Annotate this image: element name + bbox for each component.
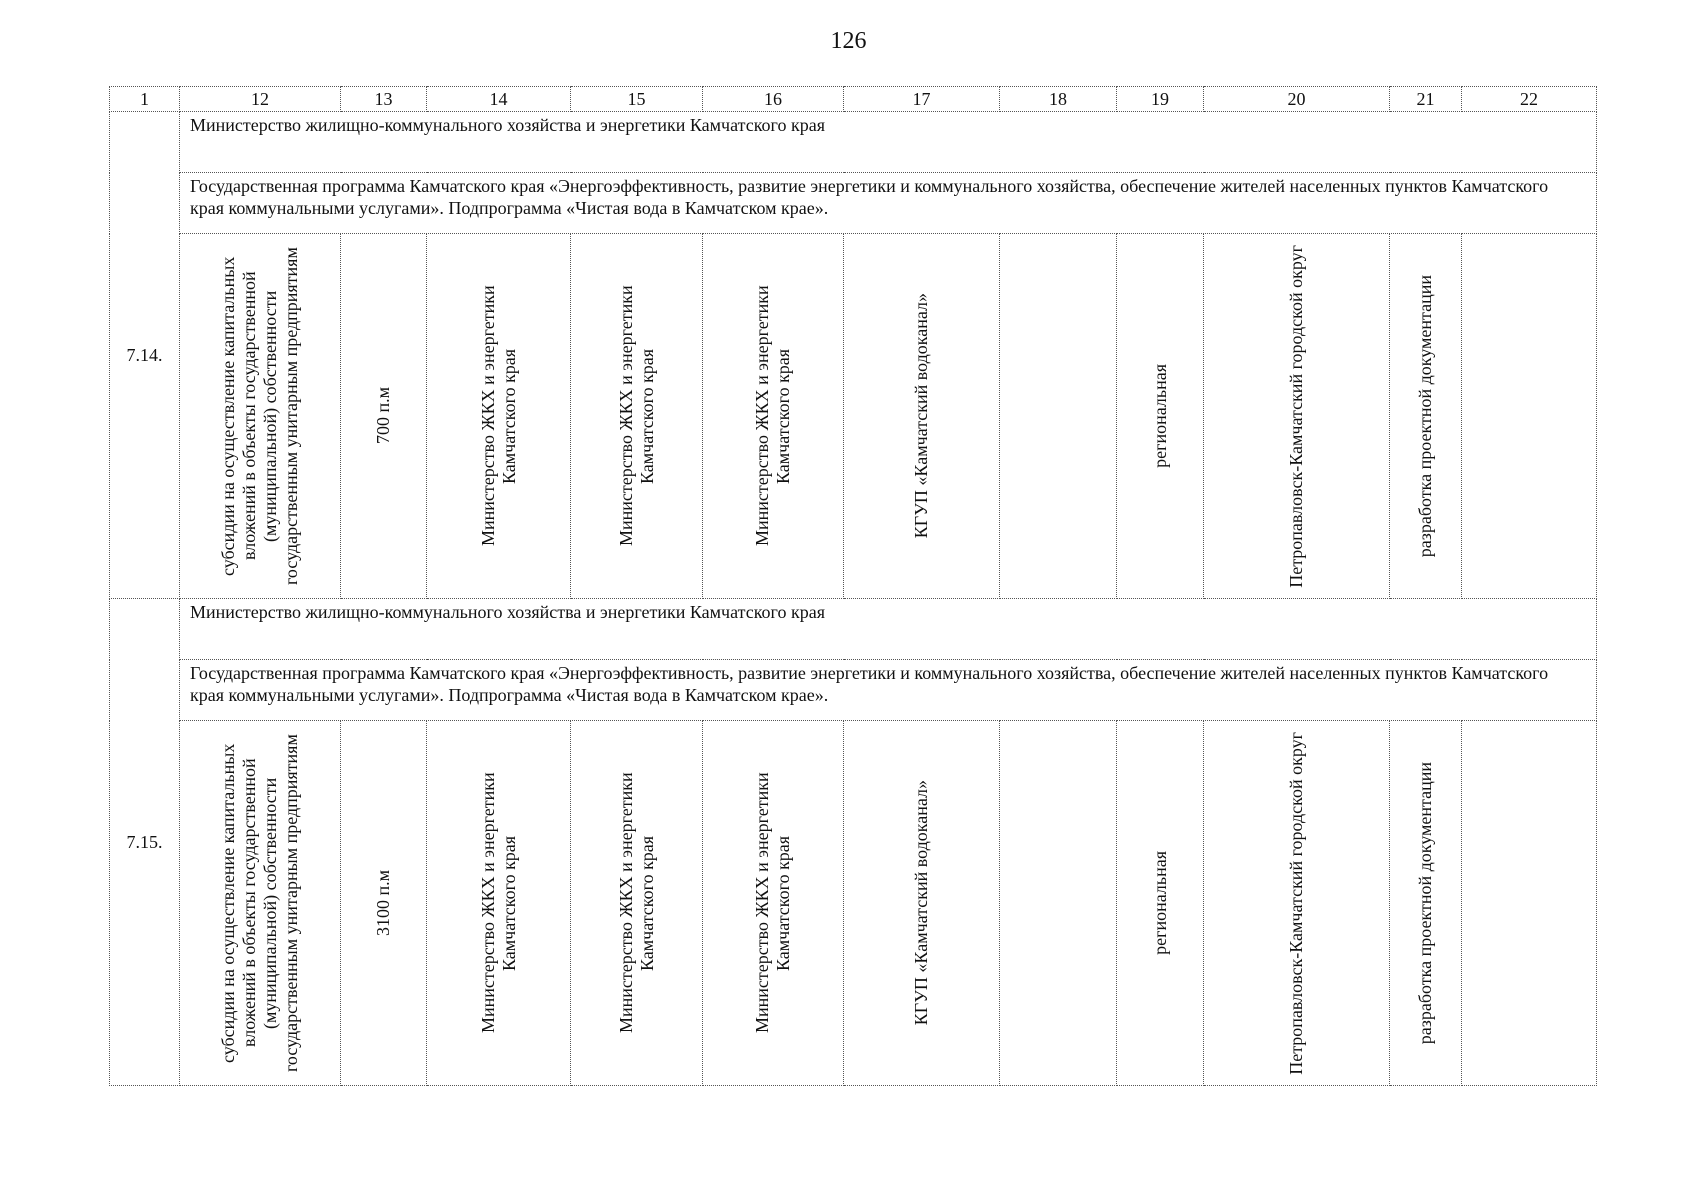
ministry-name: Министерство жилищно-коммунального хозяйства и энергетики Камчатского края [180, 112, 1597, 173]
cell-col-22 [1462, 234, 1597, 599]
cell-col-16 [703, 721, 844, 1086]
cell-col-18 [1000, 721, 1117, 1086]
responsible-body: Министерство ЖКХ и энергетики Камчатского края [477, 772, 519, 1034]
program-name: Государственная программа Камчатского края «Энергоэффективность, развитие энергетики и коммунального хозяйства, обеспечение жителей населенных пунктов Камчатского края коммунальными услугами». Подпрограмма «Чистая вода в Камчатском крае». [180, 173, 1597, 234]
developer-body: Министерство ЖКХ и энергетики Камчатского края [752, 772, 793, 1034]
capacity-value: 3100 п.м [373, 869, 393, 937]
cell-col-12 [180, 721, 341, 1086]
cell-col-18 [1000, 234, 1117, 599]
cell-col-19 [1117, 234, 1204, 599]
cell-col-17 [844, 234, 1000, 599]
cell-col-22 [1462, 721, 1597, 1086]
entry-number: 7.14. [110, 112, 180, 599]
cell-col-13 [341, 721, 427, 1086]
header-cell: 16 [703, 87, 844, 112]
program-row [110, 660, 1597, 721]
program-row [110, 173, 1597, 234]
ministry-row [110, 112, 1597, 173]
work-stage: разработка проектной документации [1415, 761, 1435, 1045]
significance-level: региональная [1149, 851, 1170, 955]
ministry-name: Министерство жилищно-коммунального хозяйства и энергетики Камчатского края [180, 599, 1597, 660]
cell-col-20 [1204, 234, 1390, 599]
location-name: Петропавловск-Камчатский городской округ [1286, 731, 1306, 1075]
header-cell: 1 [110, 87, 180, 112]
cell-col-15 [571, 234, 703, 599]
enterprise-name: КГУП «Камчатский водоканал» [911, 293, 931, 539]
responsible-body: Министерство ЖКХ и энергетики Камчатского края [477, 285, 519, 547]
ministry-row [110, 599, 1597, 660]
cell-col-21 [1390, 721, 1462, 1086]
header-cell: 12 [180, 87, 341, 112]
cell-col-15 [571, 721, 703, 1086]
cell-col-13 [341, 234, 427, 599]
cell-col-14 [427, 234, 571, 599]
header-cell: 19 [1117, 87, 1204, 112]
table-row [110, 234, 1597, 599]
data-table [109, 86, 1597, 1086]
significance-level: региональная [1149, 364, 1170, 468]
cell-col-19 [1117, 721, 1204, 1086]
cell-col-21 [1390, 234, 1462, 599]
cell-col-17 [844, 721, 1000, 1086]
header-cell: 18 [1000, 87, 1117, 112]
header-cell: 13 [341, 87, 427, 112]
page-number: 126 [830, 28, 867, 54]
customer-body: Министерство ЖКХ и энергетики Камчатского края [615, 772, 657, 1034]
funding-type: субсидии на осуществление капитальных вложений в объекты государственной (муниципальной) собственности государственным унитарным предприятиям [218, 247, 301, 585]
header-cell: 20 [1204, 87, 1390, 112]
capacity-value: 700 п.м [373, 387, 393, 445]
cell-col-14 [427, 721, 571, 1086]
developer-body: Министерство ЖКХ и энергетики Камчатского края [752, 285, 793, 547]
table-row [110, 721, 1597, 1086]
header-cell: 22 [1462, 87, 1597, 112]
cell-col-12 [180, 234, 341, 599]
location-name: Петропавловск-Камчатский городской округ [1286, 244, 1306, 588]
work-stage: разработка проектной документации [1415, 274, 1435, 558]
customer-body: Министерство ЖКХ и энергетики Камчатского края [615, 285, 657, 547]
header-cell: 17 [844, 87, 1000, 112]
header-cell: 21 [1390, 87, 1462, 112]
program-name: Государственная программа Камчатского края «Энергоэффективность, развитие энергетики и коммунального хозяйства, обеспечение жителей населенных пунктов Камчатского края коммунальными услугами». Подпрограмма «Чистая вода в Камчатском крае». [180, 660, 1597, 721]
funding-type: субсидии на осуществление капитальных вложений в объекты государственной (муниципальной) собственности государственным унитарным предприятиям [218, 734, 301, 1072]
cell-col-16 [703, 234, 844, 599]
entry-number: 7.15. [110, 599, 180, 1086]
cell-col-20 [1204, 721, 1390, 1086]
header-row [110, 87, 1597, 112]
enterprise-name: КГУП «Камчатский водоканал» [911, 780, 931, 1026]
header-cell: 15 [571, 87, 703, 112]
header-cell: 14 [427, 87, 571, 112]
